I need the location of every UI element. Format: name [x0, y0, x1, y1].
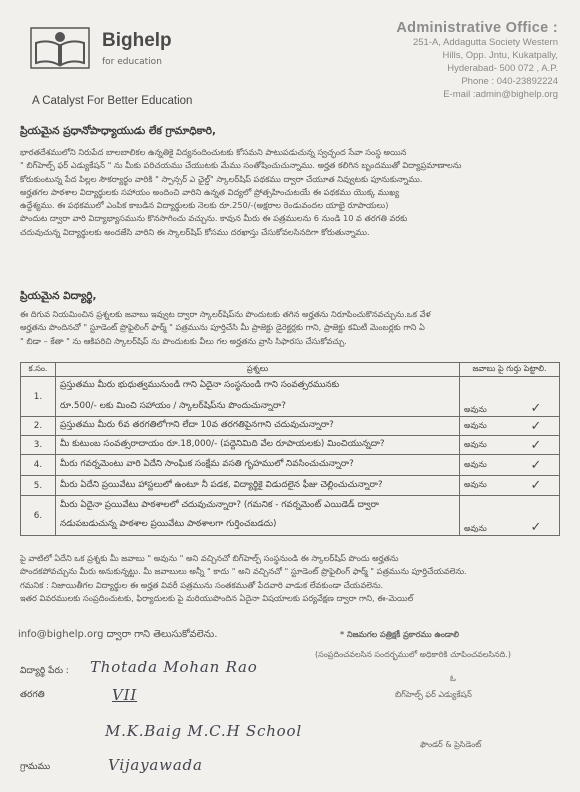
brand-subtitle: for education — [102, 57, 162, 67]
row-question — [56, 377, 460, 417]
paragraph-student — [20, 308, 558, 348]
tick-mark-icon[interactable]: ✓ — [513, 417, 560, 436]
header-answer: జవాబు పై గుర్తు పెట్టాలి. — [460, 363, 560, 377]
row-answer: అవును — [460, 417, 514, 436]
row-answer: అవును — [460, 377, 514, 417]
text-line: కోరుకుంటున్న పేద పిల్లల సౌకర్యార్థం వారికి " స్పాన్సర్ ఎ ఛైల్డ్" స్కాలర్‌షిప్ పథకము ద్వారా చేయూత నివ్వుటకు పూనుకున్నాము. — [20, 173, 423, 184]
tick-mark-icon[interactable]: ✓ — [513, 455, 560, 476]
signature-prefix: ఓ — [450, 674, 456, 683]
header-questions: ప్రశ్నలు — [56, 363, 460, 377]
salutation-headmaster: ప్రియమైన ప్రధానోపాధ్యాయుడు లేక గ్రామాధికారి, — [20, 125, 217, 137]
table-row — [21, 377, 560, 417]
question-line: ప్రస్తుతము మీరు భుధుత్వమునుండి గాని ఏదైనా సంస్థనుండి గాని సంవత్సరమునకు — [60, 380, 340, 390]
student-name-label: విద్యార్థి పేరు : — [20, 666, 69, 676]
paragraph-intro — [20, 146, 558, 239]
table-row — [21, 496, 560, 536]
eligibility-table — [20, 362, 560, 536]
text-line: పై వాటిలో ఏదేని ఒక ప్రశ్నకు మీ జవాబు " అవును " అని వచ్చినచో బిగ్‌హెల్ప్ సంస్థనుండి ఈ స్కాలర్‌షిప్ పొందు అర్హతను — [20, 553, 399, 563]
row-question: ప్రస్తుతము మీరు 6వ తరగతిలోగాని లేదా 10వ తరగతిపైనగాని చదువుచున్నారా? — [56, 417, 460, 436]
header-number: క.సం. — [21, 363, 56, 377]
table-row — [21, 417, 560, 436]
text-line: ఈ దిగువ నియమించిన ప్రశ్నలకు జవాబు ఇవ్వుట ద్వారా స్కాలర్‌షిప్‌ను పొందుటకు తగిన అర్హతను నిరూపించుకొనవచ్చును.ఒక వేళ — [20, 309, 431, 319]
row-number: 1. — [21, 377, 56, 417]
row-question — [56, 496, 460, 536]
student-name-value[interactable]: Thotada Mohan Rao — [90, 658, 258, 676]
question-line: నడుపబడుచున్న పాఠశాల ప్రయివేటు పాఠశాలగా గుర్తించబడదు) — [60, 519, 277, 529]
class-value[interactable]: VII — [112, 686, 138, 704]
tick-mark-icon[interactable]: ✓ — [513, 476, 560, 496]
bighelp-logo-icon — [30, 27, 90, 69]
paragraph-closing — [20, 552, 558, 605]
row-answer: అవును — [460, 436, 514, 455]
tick-mark-icon[interactable]: ✓ — [513, 496, 560, 536]
text-line: ఉద్దేశ్యము. ఈ పథకములో ఎంపిక కాబడిన విద్యార్థులకు నెలకు రూ.250/-(అక్షరాల రెండువందల యాభై రూపాయలు) — [20, 200, 389, 211]
village-label: గ్రామము — [20, 762, 51, 772]
row-answer: అవును — [460, 476, 514, 496]
question-line: రూ.500/- లకు మించి సహాయం / స్కాలర్‌షిప్‌ను పొందుచున్నారా? — [60, 401, 286, 411]
brand-name: Bighelp — [102, 30, 172, 51]
school-value[interactable]: M.K.Baig M.C.H School — [105, 722, 302, 740]
office-line: Hyderabad- 500 072 , A.P. — [447, 63, 558, 74]
text-line: పొందుట ద్వారా వారి విద్యాభ్యాసమును కొనసాగించు వచ్చును. కావున మీరు ఈ పత్రములను 6 నుండి 10 వ తరగతి వరకు — [20, 213, 408, 224]
row-number: 3. — [21, 436, 56, 455]
text-line: అర్హతను పొందినచో " స్టూడెంట్ ప్రొఫైలింగ్ ఫార్మ్ " పత్రమును పూర్తిచేసి మీ ప్రాజెక్టు డైరెక్టర్లకు గాని, ప్రాజెక్టు కమిటీ మెంబర్లకు గాని ఏ — [20, 322, 425, 333]
salutation-student: ప్రియమైన విద్యార్థి, — [20, 290, 97, 302]
text-line: చదువుచున్న విద్యార్థులకు అందజేసి వారిని ఈ స్కాలర్‌షిప్ కోసము దరఖాస్తు చేసుకోవలసినదిగా కోరుతున్నాము. — [20, 226, 370, 237]
row-number: 4. — [21, 455, 56, 476]
office-address-block — [368, 20, 558, 101]
row-question: మీరు గవర్నమెంటు వారి ఏదేని సాంఘిక సంక్షేమ వసతి గృహములో నివసించుచున్నారా? — [56, 455, 460, 476]
text-line: " బిగ్‌హెల్ప్ ఫర్ ఎడ్యుకేషన్ " ను మీకు పరిచయము చేయుటకు మేము సంతోషించుచున్నాము. అర్హత కలిగిన బృందముతో విద్యాప్రమాణాలను — [20, 160, 462, 171]
signature-title: ఫౌండర్ & ప్రెసిడెంట్ — [420, 740, 482, 749]
row-number: 6. — [21, 496, 56, 536]
tick-mark-icon[interactable]: ✓ — [513, 436, 560, 455]
office-line: 251-A, Addagutta Society Western — [412, 37, 558, 48]
text-line: పొందకపోవచ్చును మీరు అనుకున్నట్టు. మీ జవాబులు అన్నీ " కాదు " అని వచ్చినచో " స్టూడెంట్ ప్రొఫైలింగ్ ఫార్మ్ " పత్రమును పూర్తిచేయవలెను. — [20, 566, 467, 577]
office-title: Administrative Office : — [396, 20, 558, 36]
signature-org: బిగ్‌హెల్ప్ ఫర్ ఎడ్యుకేషన్ — [395, 690, 472, 699]
text-line: " బిడా – కేతా " ను ఆకిపరిచి స్కాలర్‌షిప్ ను పొందుటకు వీలు గల అర్హతను వ్రాసి సిఫారసు చేసుకోవచ్చు. — [20, 335, 347, 346]
seal-note: * నిజమగల పత్రిక్షకీ ప్రకారము ఉండాలి — [340, 630, 459, 639]
office-email: E-mail :admin@bighelp.org — [443, 89, 558, 100]
tick-mark-icon[interactable]: ✓ — [513, 377, 560, 417]
text-line: ఇతర వివరములకు సంప్రదించుటకు, ఫిర్యాదులకు పై మరియుపొందిన ఏదైనా విషయాలకు పర్యవేక్షణ ద్వారా గాని, ఈ-మెయిల్ — [20, 592, 414, 603]
office-phone: Phone : 040-23892224 — [461, 76, 558, 87]
table-row — [21, 455, 560, 476]
text-line: గమనిక : నిజాయితీగల విద్యార్థుల ఈ అర్హత వివరీ పత్రమును సంతకముతో పేదవారి వాడుక లేవకుండా చేయవలెను. — [20, 579, 384, 590]
village-value[interactable]: Vijayawada — [108, 756, 203, 774]
class-label: తరగతి — [20, 690, 45, 700]
table-header-row — [21, 363, 560, 377]
table-row — [21, 436, 560, 455]
row-number: 5. — [21, 476, 56, 496]
question-line: మీరు ఏదైనా ప్రయివేటు పాఠశాలలో చదువుచున్నారా? (గమనిక - గవర్నమెంట్ ఎయిడెడ్ ద్వారా — [60, 500, 379, 510]
table-row — [21, 476, 560, 496]
row-answer: అవును — [460, 496, 514, 536]
tagline: A Catalyst For Better Education — [32, 95, 193, 107]
office-line: Hills, Opp. Jntu, Kukatpally, — [442, 50, 558, 61]
row-question: మీరు ఏదేని ప్రయివేటు హాస్టలులో ఉంటూ నీ పడక, విద్యార్థికై విడుదలైన ఫీజు చెల్లించుచున్నారా? — [56, 476, 460, 496]
row-question: మీ కుటుంబ సంవత్సరాదాయం రూ.18,000/- (పద్దెనిమిది వేల రూపాయలకు) మించియున్నదా? — [56, 436, 460, 455]
text-line: అర్హతగల పాఠశాల విద్యార్థులకు సహాయం అందించి వారిని ఉన్నత విద్యలో ప్రోత్సహించుటయే ఈ పథకము యొక్క ముఖ్య — [20, 186, 400, 197]
row-answer: అవును — [460, 455, 514, 476]
text-line: భారతదేశములోని నిరుపేద బాలబాలికల ఉన్నతికై విద్యనందించుటకు కోసమని పాటుపడుచున్న స్వచ్ఛంద సేవా సంస్థ అయిన — [20, 147, 407, 157]
row-number: 2. — [21, 417, 56, 436]
contact-email-line: info@bighelp.org ద్వారా గాని తెలుసుకోవలెను. — [18, 629, 218, 640]
instruction-note: (సంప్రదించవలసిన సందర్భములో అధికారికి చూపించవలసినది.) — [315, 650, 511, 659]
